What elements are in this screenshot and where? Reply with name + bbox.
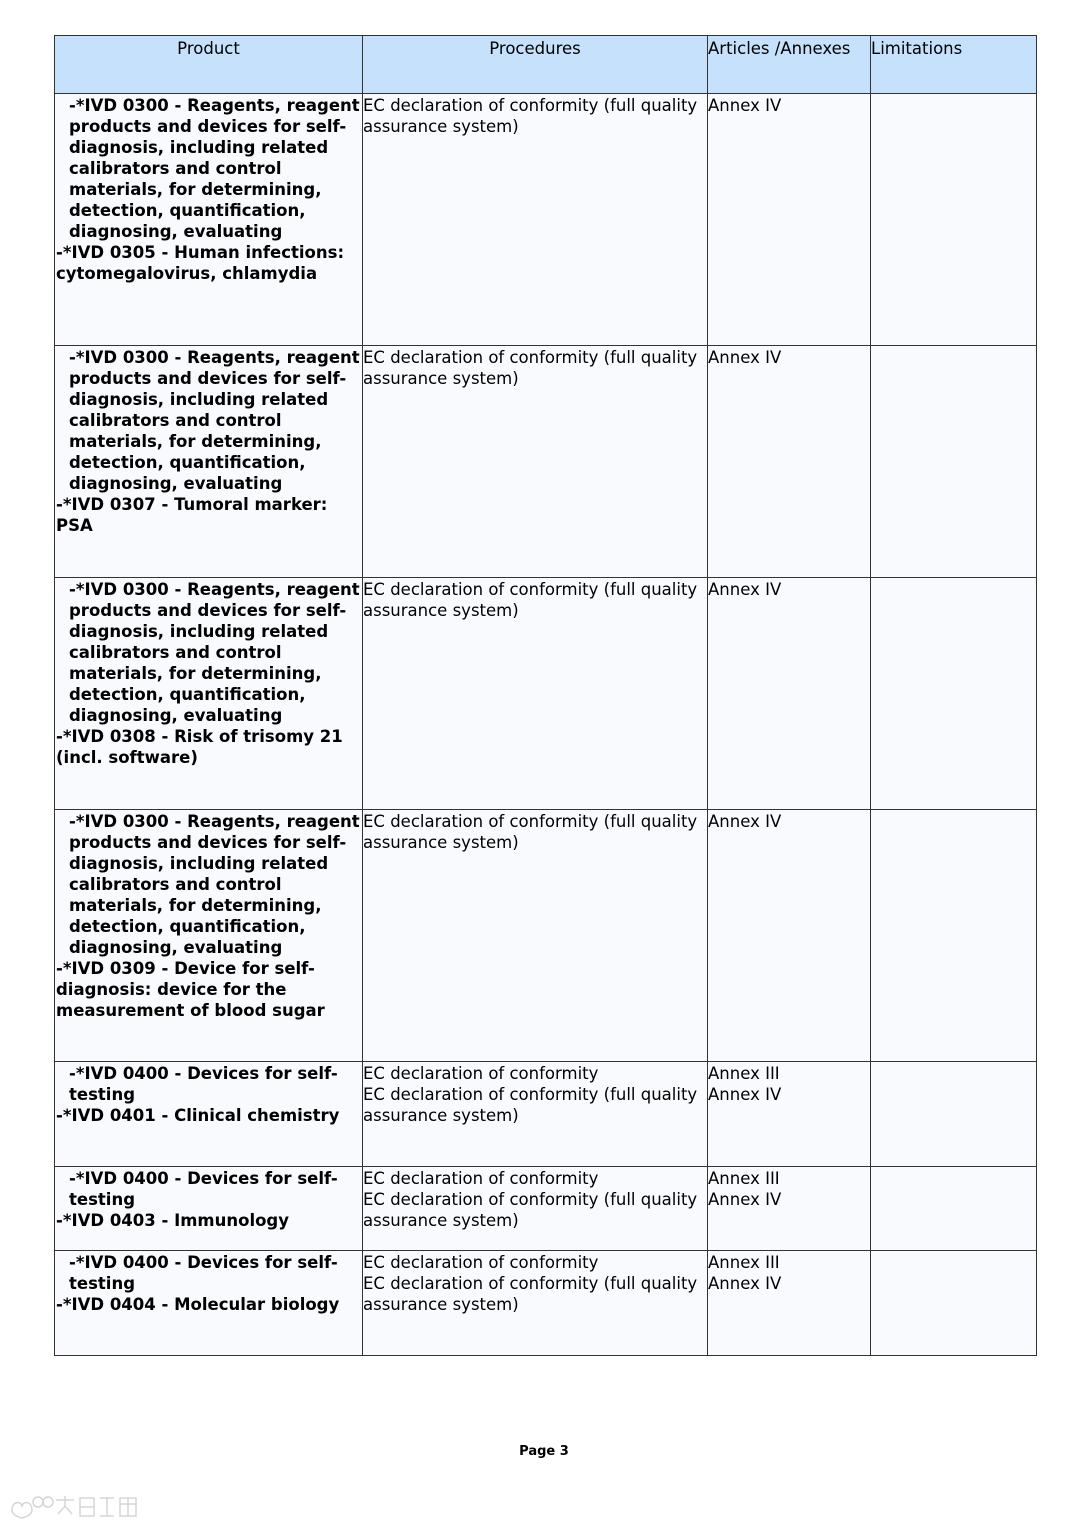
annex-text: Annex IV — [708, 1085, 782, 1104]
annexes-cell — [708, 346, 871, 578]
procedure-text: EC declaration of conformity (full quality assurance system) — [363, 812, 698, 852]
procedures-cell — [363, 578, 708, 810]
limitations-cell — [871, 578, 1037, 810]
column-header-limitations: Limitations — [871, 36, 1037, 94]
procedure-text: EC declaration of conformity (full quality assurance system) — [363, 1085, 698, 1125]
product-cell — [55, 94, 363, 346]
product-item: -*IVD 0308 - Risk of trisomy 21 (incl. software) — [56, 727, 343, 767]
table-row — [55, 578, 1037, 810]
limitations-cell — [871, 346, 1037, 578]
product-group: -*IVD 0400 - Devices for self-testing — [69, 1253, 338, 1293]
watermark-logo-icon — [8, 1492, 148, 1522]
product-item: -*IVD 0309 - Device for self-diagnosis: device for the measurement of blood sugar — [56, 959, 325, 1020]
product-cell — [55, 346, 363, 578]
product-group: -*IVD 0300 - Reagents, reagent products and devices for self-diagnosis, including related calibrators and control materials, for determining, detection, quantification, diagnosing, evaluating — [69, 348, 360, 493]
procedure-text: EC declaration of conformity (full quality assurance system) — [363, 348, 698, 388]
procedures-cell — [363, 1167, 708, 1251]
column-header-product: Product — [55, 36, 363, 94]
procedure-text: EC declaration of conformity (full quality assurance system) — [363, 1190, 698, 1230]
limitations-cell — [871, 1167, 1037, 1251]
product-group: -*IVD 0400 - Devices for self-testing — [69, 1064, 338, 1104]
product-group: -*IVD 0400 - Devices for self-testing — [69, 1169, 338, 1209]
column-header-procedures: Procedures — [363, 36, 708, 94]
product-group: -*IVD 0300 - Reagents, reagent products and devices for self-diagnosis, including related calibrators and control materials, for determining, detection, quantification, diagnosing, evaluating — [69, 580, 360, 725]
annexes-cell — [708, 810, 871, 1062]
product-cell — [55, 1167, 363, 1251]
table-row — [55, 346, 1037, 578]
procedures-cell — [363, 1062, 708, 1167]
product-item: -*IVD 0403 - Immunology — [56, 1211, 289, 1230]
procedure-text: EC declaration of conformity (full quality assurance system) — [363, 96, 698, 136]
procedure-text: EC declaration of conformity (full quality assurance system) — [363, 580, 698, 620]
table-row — [55, 94, 1037, 346]
annex-text: Annex III — [708, 1064, 780, 1083]
annex-text: Annex IV — [708, 96, 782, 115]
limitations-cell — [871, 810, 1037, 1062]
table-body — [55, 94, 1037, 1356]
annex-text: Annex IV — [708, 580, 782, 599]
annex-text: Annex III — [708, 1253, 780, 1272]
limitations-cell — [871, 94, 1037, 346]
table-row — [55, 1251, 1037, 1356]
certificate-scope-table — [54, 35, 1037, 1356]
table-row — [55, 1167, 1037, 1251]
annexes-cell — [708, 1062, 871, 1167]
product-group: -*IVD 0300 - Reagents, reagent products and devices for self-diagnosis, including related calibrators and control materials, for determining, detection, quantification, diagnosing, evaluating — [69, 96, 360, 241]
procedure-text: EC declaration of conformity — [363, 1169, 599, 1188]
procedures-cell — [363, 346, 708, 578]
procedures-cell — [363, 94, 708, 346]
annexes-cell — [708, 1251, 871, 1356]
product-cell — [55, 810, 363, 1062]
annex-text: Annex IV — [708, 1274, 782, 1293]
annex-text: Annex IV — [708, 1190, 782, 1209]
column-header-articles-annexes: Articles /Annexes — [708, 36, 871, 94]
product-item: -*IVD 0404 - Molecular biology — [56, 1295, 340, 1314]
procedure-text: EC declaration of conformity — [363, 1253, 599, 1272]
product-item: -*IVD 0307 - Tumoral marker: PSA — [56, 495, 328, 535]
product-cell — [55, 1062, 363, 1167]
limitations-cell — [871, 1251, 1037, 1356]
annex-text: Annex IV — [708, 812, 782, 831]
annexes-cell — [708, 1167, 871, 1251]
product-cell — [55, 578, 363, 810]
table-row — [55, 810, 1037, 1062]
procedure-text: EC declaration of conformity (full quality assurance system) — [363, 1274, 698, 1314]
procedures-cell — [363, 1251, 708, 1356]
product-group: -*IVD 0300 - Reagents, reagent products and devices for self-diagnosis, including related calibrators and control materials, for determining, detection, quantification, diagnosing, evaluating — [69, 812, 360, 957]
annexes-cell — [708, 94, 871, 346]
annexes-cell — [708, 578, 871, 810]
product-cell — [55, 1251, 363, 1356]
page-number: Page 3 — [519, 1444, 569, 1459]
procedure-text: EC declaration of conformity — [363, 1064, 599, 1083]
limitations-cell — [871, 1062, 1037, 1167]
table-header-row — [55, 36, 1037, 94]
product-item: -*IVD 0401 - Clinical chemistry — [56, 1106, 340, 1125]
table-row — [55, 1062, 1037, 1167]
annex-text: Annex III — [708, 1169, 780, 1188]
procedures-cell — [363, 810, 708, 1062]
annex-text: Annex IV — [708, 348, 782, 367]
product-item: -*IVD 0305 - Human infections: cytomegalovirus, chlamydia — [56, 243, 345, 283]
